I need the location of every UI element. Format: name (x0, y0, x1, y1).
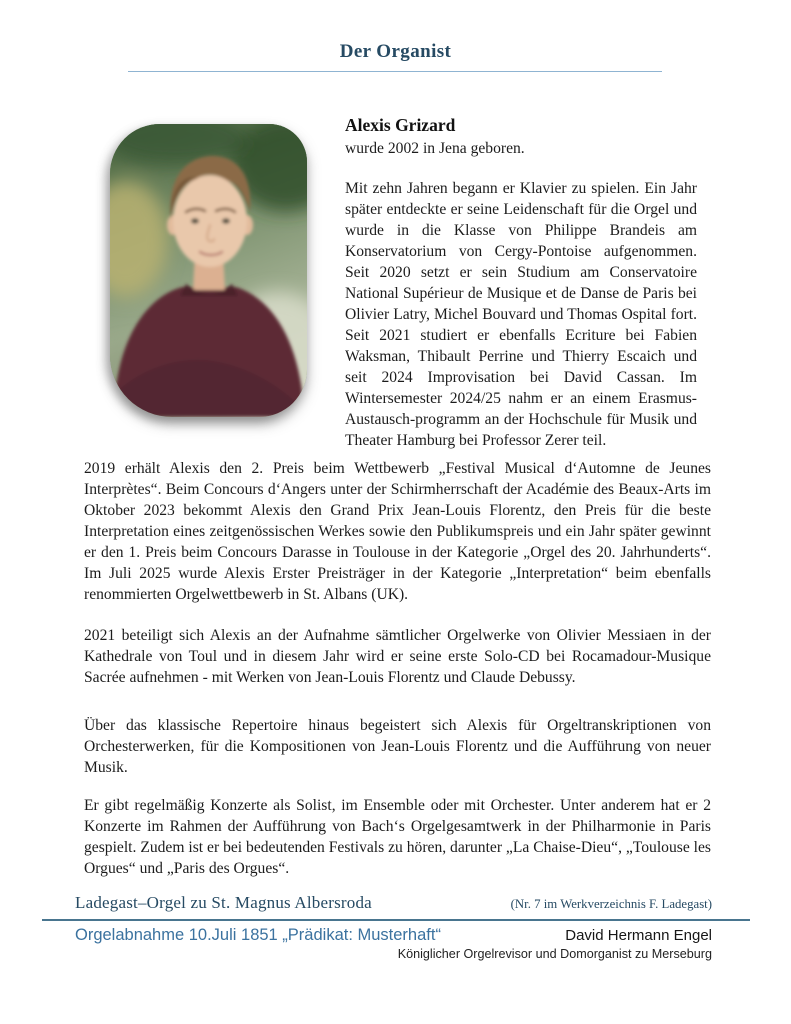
portrait-illustration (110, 124, 307, 417)
paragraph-concerts: Er gibt regelmäßig Konzerte als Solist, im Ensemble oder mit Orchester. Unter anderem hat er 2 Konzerte im Rahmen der Aufführung von Bach‘s Orgelgesamtwerk in der Philharmonie in Paris gespielt. Zudem ist er bei bedeutenden Festivals zu hören, darunter „La Chaise-Dieu“, „Toulouse les Orgues“ und „Paris des Orgues“. (84, 797, 711, 877)
footer-organ-row (42, 893, 750, 913)
inspector-title: Königlicher Orgelrevisor und Domorganist zu Merseburg (397, 947, 712, 961)
person-name: Alexis Grizard (345, 115, 456, 135)
bio-paragraph: Mit zehn Jahren begann er Klavier zu spielen. Ein Jahr später entdeckte er seine Leidenschaft für die Orgel und wurde in die Klasse von Philippe Brandeis am Konservatorium von Cergy-Pontoise aufgenommen. Seit 2020 setzt er sein Studium am Conservatoire National Supérieur de Musique et de Danse de Paris bei Olivier Latry, Michel Bouvard und Thomas Ospital fort. Seit 2021 studiert er ebenfalls Ecriture bei Fabien Waksman, Thibault Perrine und Thierry Escaich und seit 2024 Improvisation bei David Cassan. Im Wintersemester 2024/25 nahm er an einem Erasmus-Austausch-programm an der Hochschule für Musik und Theater Hamburg bei Professor Zerer teil. (345, 180, 697, 449)
catalog-note: (Nr. 7 im Werkverzeichnis F. Ladegast) (510, 897, 712, 911)
paragraph-recordings: 2021 beteiligt sich Alexis an der Aufnahme sämtlicher Orgelwerke von Olivier Messiaen in der Kathedrale von Toul und in diesem Jahr wird er seine erste Solo-CD bei Rocamadour-Musique Sacrée aufnehmen - mit Werken von Jean-Louis Florentz und Claude Debussy. (84, 627, 711, 686)
page-title: Der Organist (339, 41, 452, 62)
intro-text-column (345, 115, 697, 451)
organ-title: Ladegast–Orgel zu St. Magnus Albersroda (75, 893, 372, 912)
footer (42, 893, 750, 961)
paragraph-competitions: 2019 erhält Alexis den 2. Preis beim Wettbewerb „Festival Musical d‘Automne de Jeunes Interprètes“. Beim Concours d‘Angers unter der Schirmherrschaft der Académie des Beaux-Arts im Oktober 2023 bekommt Alexis den Grand Prix Jean-Louis Florentz, den Preis für die beste Interpretation eines zeitgenössischen Werkes sowie den Publikumspreis und ein Jahr später gewinnt er den 1. Preis beim Concours Darasse in Toulouse in der Kategorie „Orgel des 20. Jahrhunderts“. Im Juli 2025 wurde Alexis Erster Preisträger in der Kategorie „Interpretation“ beim ebenfalls renommierten Orgelwettbewerb in St. Albans (UK). (84, 460, 711, 603)
paragraph-repertoire: Über das klassische Repertoire hinaus begeistert sich Alexis für Orgeltranskriptionen von Orchesterwerken, für die Kompositionen von Jean-Louis Florentz und die Aufführung von neuer Musik. (84, 717, 711, 776)
footer-inspector-title-row (42, 945, 750, 961)
inspection-line: Orgelabnahme 10.Juli 1851 „Prädikat: Musterhaft“ (75, 926, 441, 944)
body-paragraphs (84, 458, 711, 879)
inspector-name: David Hermann Engel (565, 927, 712, 944)
title-divider (128, 71, 662, 72)
birth-line: wurde 2002 in Jena geboren. (345, 140, 525, 157)
footer-inspection-row (42, 921, 750, 945)
portrait-photo (110, 124, 307, 417)
